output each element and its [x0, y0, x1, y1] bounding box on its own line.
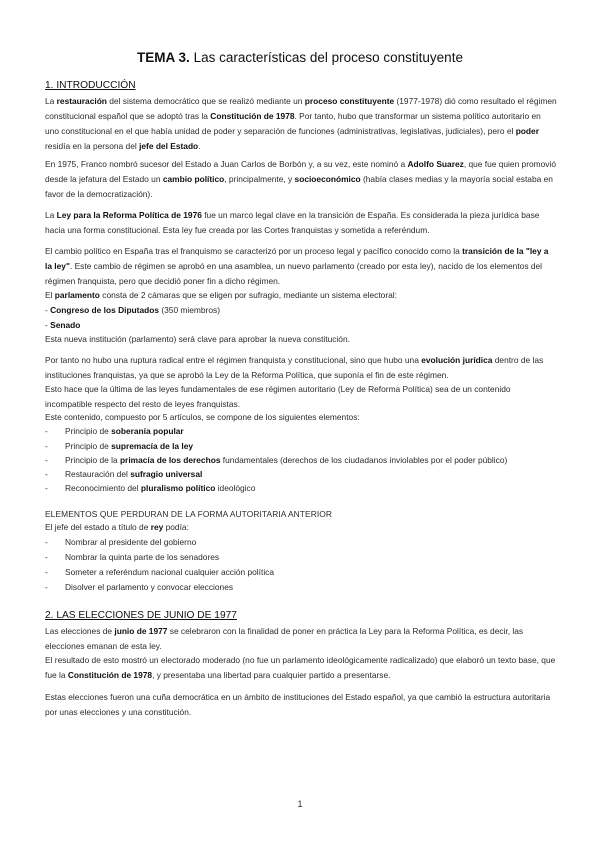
chamber-item: - Congreso de los Diputados (350 miembros) — [45, 305, 220, 315]
bold-term: parlamento — [54, 290, 100, 300]
bold-term: pluralismo político — [140, 483, 216, 493]
paragraph: El parlamento consta de 2 cámaras que se eligen por sufragio, mediante un sistema electoral: — [45, 290, 397, 300]
paragraph: Este contenido, compuesto por 5 artículos, se compone de los siguientes elementos: — [45, 412, 360, 422]
list-dash: - — [45, 552, 48, 562]
document-title — [0, 50, 600, 65]
list-item — [45, 453, 507, 468]
list-item — [45, 424, 184, 439]
bold-term: Ley para la Reforma Política de 1976 — [56, 210, 202, 220]
bold-term: proceso constituyente — [304, 96, 395, 106]
bold-term: restauración — [56, 96, 107, 106]
title-rest: Las características del proceso constituyente — [189, 50, 463, 65]
bold-term: cambio político — [162, 173, 225, 184]
bold-term: socioeconómico — [294, 173, 361, 184]
list-dash: - — [45, 537, 48, 547]
bold-term: supremacía de la ley — [111, 441, 194, 451]
paragraph: El jefe del estado a título de rey podía: — [45, 522, 189, 532]
bold-term: Constitución de 1978 — [210, 110, 295, 121]
list-dash: - — [45, 483, 48, 493]
list-item-text: Principio de la primacía de los derechos fundamentales (derechos de los ciudadanos inviolables por el poder público) — [65, 455, 508, 465]
section1-heading: 1. INTRODUCCIÓN — [45, 80, 136, 91]
list-item-text: Restauración del sufragio universal — [65, 469, 203, 479]
list-item — [45, 580, 233, 595]
paragraph: Estas elecciones fueron una cuña democrática en un ámbito de instituciones del Estado español, ya que cambió la estructura autoritaria por unas elecciones y una constitución. — [45, 692, 551, 717]
bold-term: rey — [150, 522, 164, 532]
bold-term: primacía de los derechos — [119, 455, 221, 465]
list-item-text: Reconocimiento del pluralismo político ideológico — [65, 483, 256, 493]
bold-term: Senado — [50, 320, 81, 330]
paragraph: La restauración del sistema democrático que se realizó mediante un proceso constituyente (1977-1978) dió como resultado el régimen constitucional español que se adoptó tras la Constitución de 1978. Por tanto, hubo que transformar un sistema político autoritario en uno constitucional en el que había unidad de poder y separación de funciones (administrativas, legislativas, judiciales), pero el poder residía en la persona del jefe del Estado. — [45, 96, 557, 151]
list-dash: - — [45, 582, 48, 592]
list-item — [45, 481, 255, 496]
paragraph: El resultado de esto mostró un electorado moderado (no fue un parlamento ideológicamente radicalizado) que elaboró un texto base, que fue la Constitución de 1978, y presentaba una libertad para cualquier partido a presentarse. — [45, 655, 556, 680]
list-item — [45, 535, 196, 550]
paragraph: La Ley para la Reforma Política de 1976 fue un marco legal clave en la transición de España. Es considerada la pieza jurídica base hacia una forma constitucional. Esta ley fue creada por las Cortes franquistas y sometida a referéndum. — [45, 210, 540, 235]
paragraph: Esto hace que la última de las leyes fundamentales de ese régimen autoritario (Ley de Reforma Política) sea de un contenido incompatible respecto del resto de leyes franquistas. — [45, 384, 511, 409]
list-dash: - — [45, 426, 48, 436]
list-item-text: Someter a referéndum nacional cualquier acción política — [65, 567, 275, 577]
bold-term: Constitución de 1978 — [67, 669, 153, 680]
section2-heading: 2. LAS ELECCIONES DE JUNIO DE 1977 — [45, 610, 237, 621]
list-item-text: Nombrar al presidente del gobierno — [65, 537, 197, 547]
title-bold: TEMA 3. — [137, 50, 190, 65]
list-item-text: Principio de supremacía de la ley — [65, 441, 194, 451]
page-number: 1 — [297, 799, 303, 809]
list-item-text: Disolver el parlamento y convocar elecciones — [65, 582, 234, 592]
list-dash: - — [45, 441, 48, 451]
bold-term: poder — [515, 125, 539, 136]
list-item-text: Nombrar la quinta parte de los senadores — [65, 552, 220, 562]
bold-term: Congreso de los Diputados — [50, 305, 160, 315]
bold-term: sufragio universal — [130, 469, 203, 479]
paragraph: Esta nueva institución (parlamento) será clave para aprobar la nueva constitución. — [45, 334, 350, 344]
bold-term: Adolfo Suarez — [407, 159, 464, 169]
bold-term: evolución jurídica — [421, 355, 493, 365]
list-item — [45, 439, 193, 454]
paragraph: El cambio político en España tras el franquismo se caracterizó por un proceso legal y pacífico conocido como la transición de la "ley a la ley". Este cambio de régimen se aprobó en una asamblea, un nuevo parlamento (creado por esta ley), nacido de los elementos del régimen franquista, pero que decidió poner fin a dicho régimen. — [45, 246, 549, 286]
bold-term: transición de la "ley a la ley" — [45, 246, 549, 271]
list-item — [45, 550, 219, 565]
list-dash: - — [45, 455, 48, 465]
list-item-text: Principio de soberanía popular — [65, 426, 184, 436]
paragraph: En 1975, Franco nombró sucesor del Estado a Juan Carlos de Borbón y, a su vez, este nominó a Adolfo Suarez, que fue quien promovió desde la jefatura del Estado un cambio político, principalmente, y socioeconómico (había clases medias y la mayoría social estaba en favor de la democratización). — [45, 159, 556, 199]
paragraph: Las elecciones de junio de 1977 se celebraron con la finalidad de poner en práctica la Ley para la Reforma Política, es decir, las elecciones emanan de esta ley. — [45, 626, 524, 651]
bold-term: junio de 1977 — [114, 626, 168, 636]
subsection-heading: ELEMENTOS QUE PERDURAN DE LA FORMA AUTORITARIA ANTERIOR — [45, 509, 333, 519]
list-item — [45, 565, 274, 580]
list-item — [45, 467, 202, 482]
list-dash: - — [45, 567, 48, 577]
chamber-item: - Senado — [45, 320, 81, 330]
list-dash: - — [45, 469, 48, 479]
paragraph: Por tanto no hubo una ruptura radical entre el régimen franquista y constitucional, sino que hubo una evolución jurídica dentro de las instituciones franquistas, ya que se aprobó la Ley de la Reforma Política, que suponía el fin de este régimen. — [45, 355, 544, 380]
bold-term: jefe del Estado — [139, 140, 199, 151]
bold-term: soberanía popular — [111, 426, 184, 436]
